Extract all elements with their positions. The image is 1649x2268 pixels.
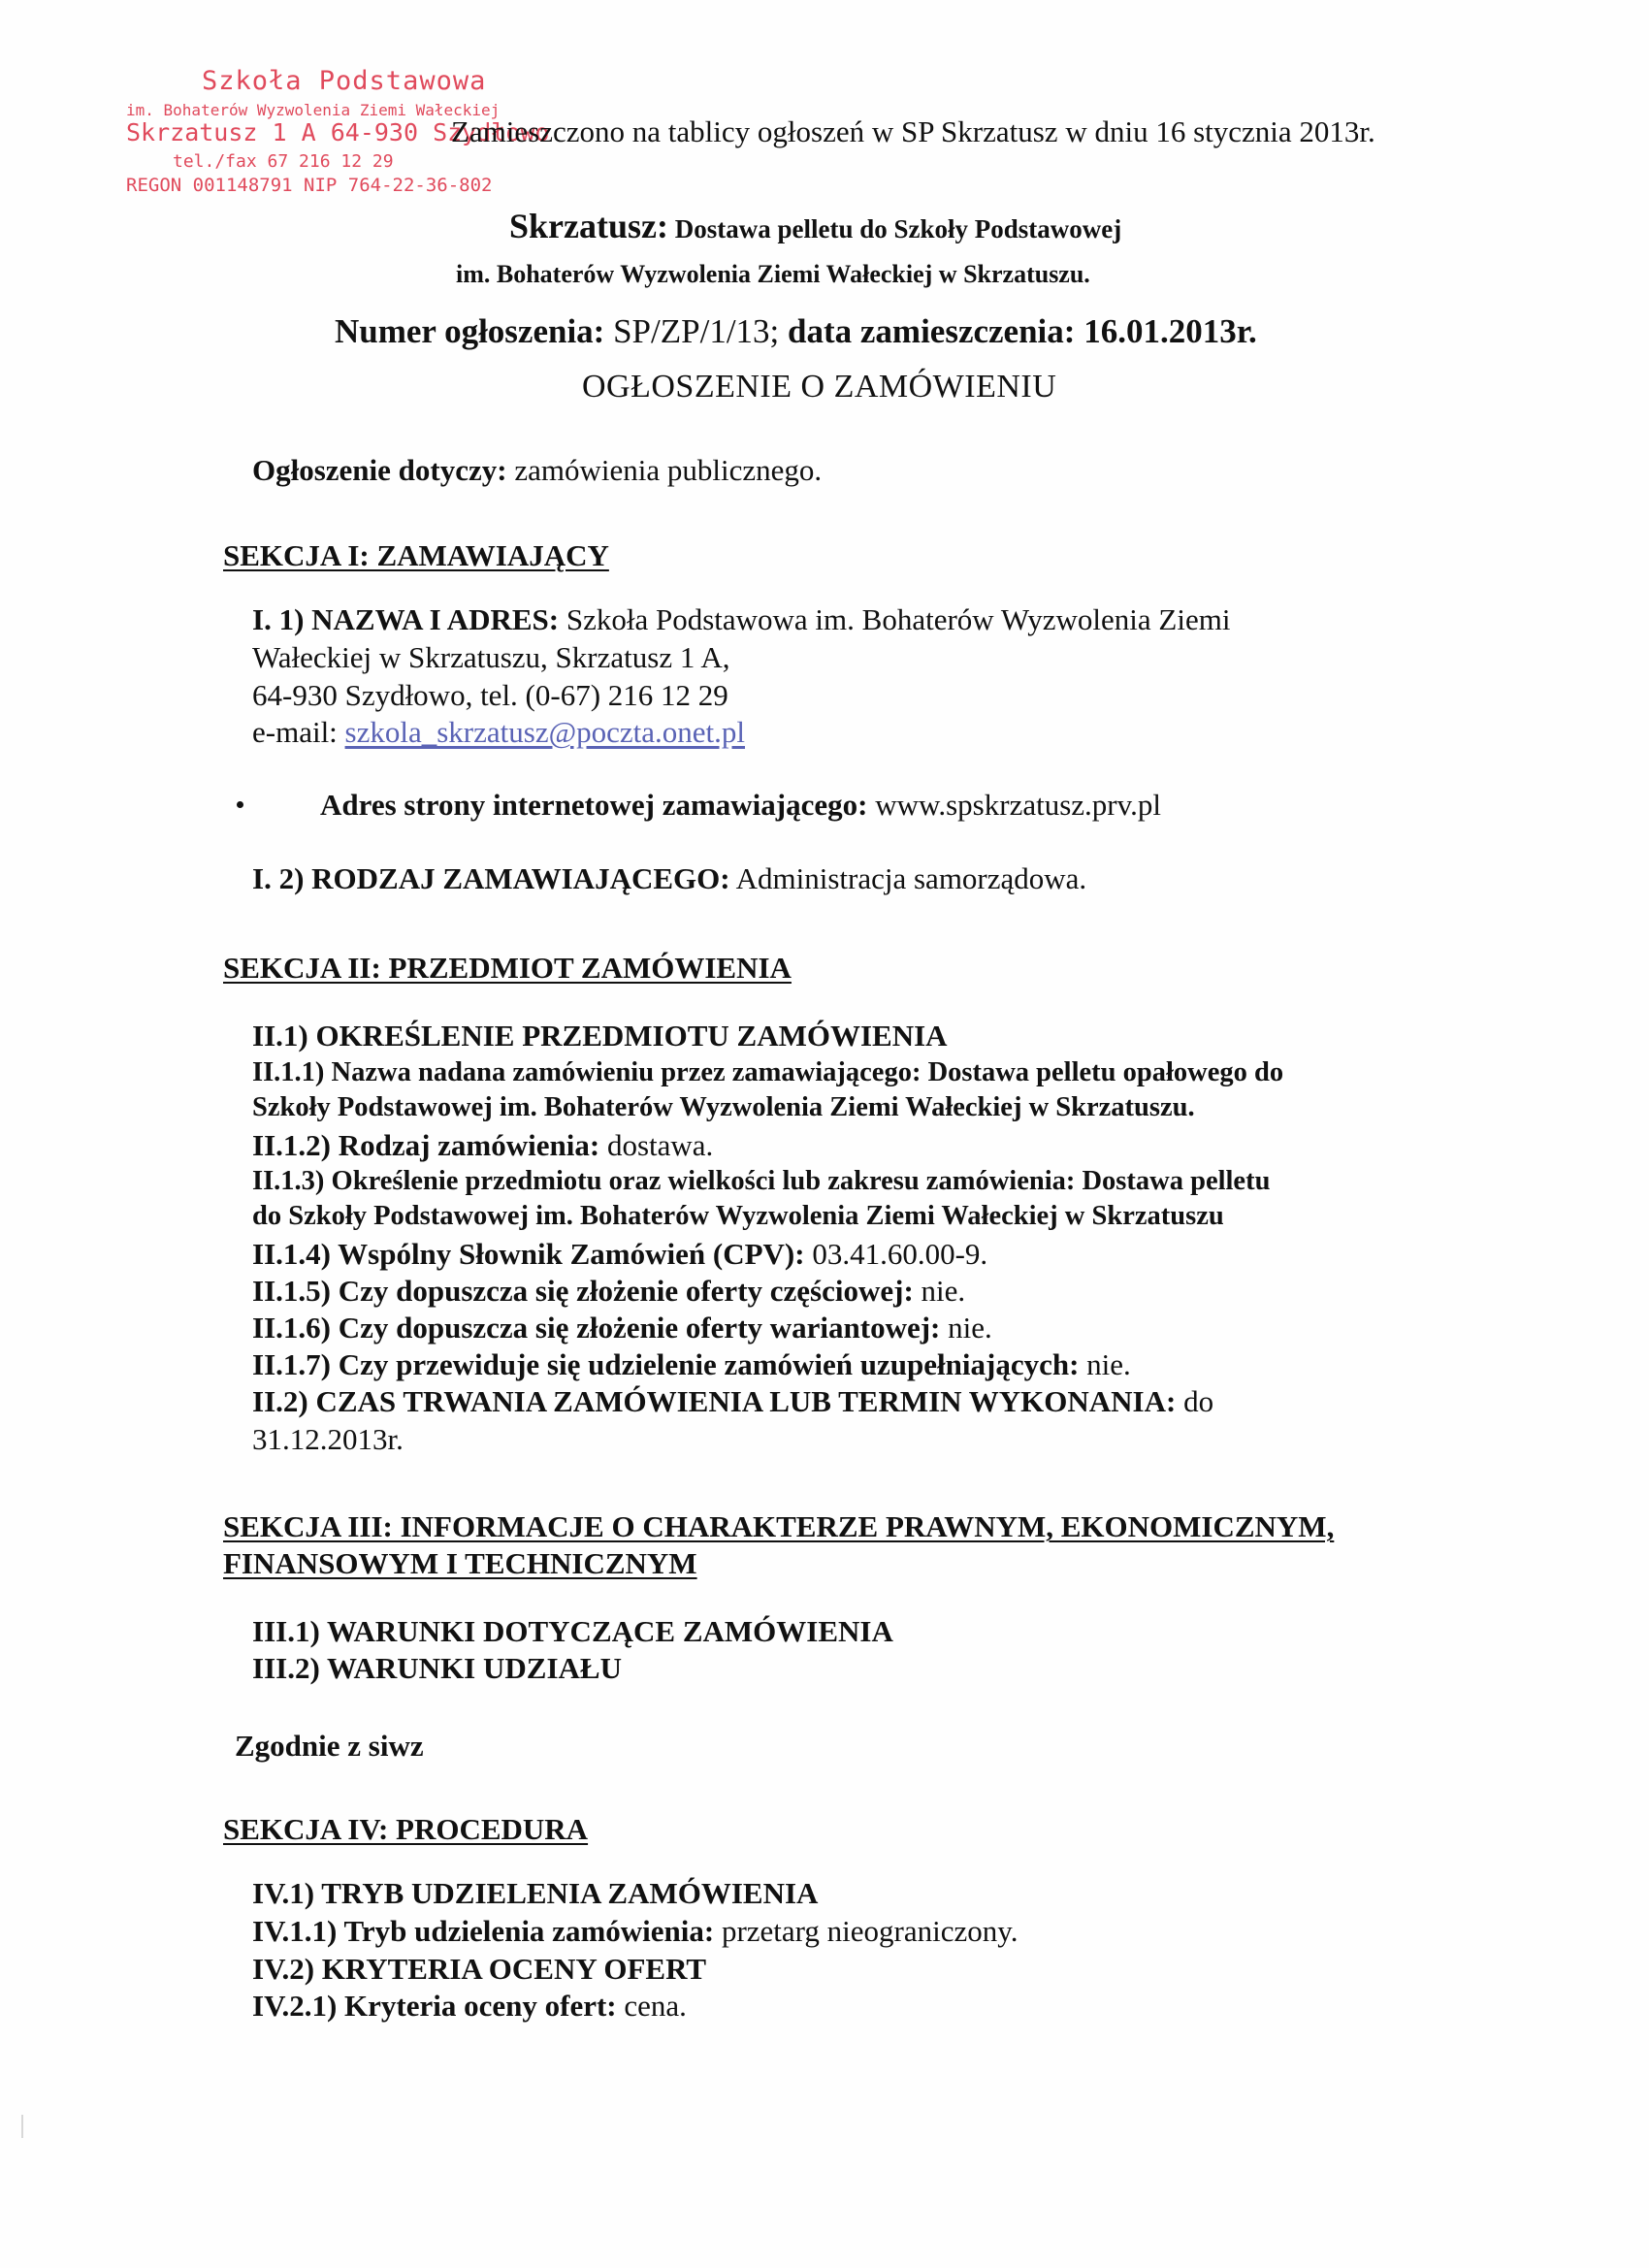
s2-line-10-label: II.1.7) Czy przewiduje się udzielenie zamówień uzupełniających: <box>252 1347 1080 1381</box>
s2-line-10-value: nie. <box>1086 1347 1131 1381</box>
s1-type-line <box>252 861 1086 896</box>
s4-line-2-value: przetarg nieograniczony. <box>721 1914 1018 1948</box>
number-value: SP/ZP/1/13; <box>613 312 780 350</box>
concerns-value: zamówienia publicznego. <box>514 453 823 487</box>
notice-number-line <box>335 312 1257 351</box>
s1-website-value: www.spskrzatusz.prv.pl <box>875 788 1161 822</box>
s1-type-value: Administracja samorządowa. <box>735 861 1087 895</box>
email-link[interactable]: szkola_skrzatusz@poczta.onet.pl <box>344 715 746 749</box>
title-city: Skrzatusz: <box>509 207 668 245</box>
s2-line-8-value: nie. <box>921 1274 966 1308</box>
s3-note: Zgodnie z siwz <box>235 1729 424 1763</box>
title-text: Dostawa pelletu do Szkoły Podstawowej <box>674 214 1122 243</box>
s4-line-4-label: IV.2.1) Kryteria oceny ofert: <box>252 1989 617 2023</box>
s2-line-11 <box>252 1384 1213 1419</box>
s2-line-3: Szkoły Podstawowej im. Bohaterów Wyzwolenia Ziemi Wałeckiej w Skrzatuszu. <box>252 1092 1195 1122</box>
s2-line-1: II.1) OKREŚLENIE PRZEDMIOTU ZAMÓWIENIA <box>252 1019 948 1053</box>
notice-title: OGŁOSZENIE O ZAMÓWIENIU <box>582 369 1057 405</box>
document-subtitle: im. Bohaterów Wyzwolenia Ziemi Wałeckiej w Skrzatuszu. <box>456 260 1090 288</box>
stamp-line-4: tel./fax 67 216 12 29 <box>173 151 394 172</box>
s2-line-11-value: do <box>1183 1384 1214 1418</box>
section-4-heading: SEKCJA IV: PROCEDURA <box>223 1812 589 1846</box>
s1-address-line-3: 64-930 Szydłowo, tel. (0-67) 216 12 29 <box>252 678 728 712</box>
s2-line-5: II.1.3) Określenie przedmiotu oraz wielkości lub zakresu zamówienia: Dostawa pelletu <box>252 1166 1271 1196</box>
s1-address-line-2: Wałeckiej w Skrzatuszu, Skrzatusz 1 A, <box>252 640 730 674</box>
s1-website-label: Adres strony internetowej zamawiającego: <box>320 788 868 822</box>
s3-line-1: III.1) WARUNKI DOTYCZĄCE ZAMÓWIENIA <box>252 1614 893 1648</box>
s2-line-12: 31.12.2013r. <box>252 1422 404 1456</box>
s3-line-2: III.2) WARUNKI UDZIAŁU <box>252 1651 622 1685</box>
stamp-line-1: Szkoła Podstawowa <box>202 66 487 96</box>
s1-name-label: I. 1) NAZWA I ADRES: <box>252 602 560 636</box>
s2-line-7-value: 03.41.60.00-9. <box>812 1237 988 1271</box>
s2-line-8-label: II.1.5) Czy dopuszcza się złożenie oferty częściowej: <box>252 1274 914 1308</box>
s1-name-line <box>252 602 1230 637</box>
s4-line-4 <box>252 1989 687 2024</box>
stamp-line-3: Skrzatusz 1 A 64-930 Szydłowo <box>126 118 550 146</box>
section-1-heading: SEKCJA I: ZAMAWIAJĄCY <box>223 538 609 572</box>
stamp-line-2: im. Bohaterów Wyzwolenia Ziemi Wałeckiej <box>126 101 501 119</box>
section-3-heading-line-1: SEKCJA III: INFORMACJE O CHARAKTERZE PRAWNYM, EKONOMICZNYM, <box>223 1509 1335 1543</box>
s2-line-4-label: II.1.2) Rodzaj zamówienia: <box>252 1128 600 1162</box>
date-label: data zamieszczenia: 16.01.2013r. <box>788 312 1257 350</box>
s4-line-3: IV.2) KRYTERIA OCENY OFERT <box>252 1952 707 1986</box>
section-2-heading: SEKCJA II: PRZEDMIOT ZAMÓWIENIA <box>223 951 792 985</box>
s1-name-value: Szkoła Podstawowa im. Bohaterów Wyzwolenia Ziemi <box>566 602 1231 636</box>
s4-line-2 <box>252 1914 1018 1949</box>
s2-line-9 <box>252 1311 992 1345</box>
s2-line-6: do Szkoły Podstawowej im. Bohaterów Wyzwolenia Ziemi Wałeckiej w Skrzatuszu <box>252 1201 1224 1231</box>
s1-email-line <box>252 715 745 750</box>
s2-line-9-label: II.1.6) Czy dopuszcza się złożenie oferty wariantowej: <box>252 1311 941 1345</box>
s2-line-4-value: dostawa. <box>606 1128 714 1162</box>
s2-line-7-label: II.1.4) Wspólny Słownik Zamówień (CPV): <box>252 1237 805 1271</box>
s2-line-9-value: nie. <box>948 1311 992 1345</box>
section-3-heading-line-2: FINANSOWYM I TECHNICZNYM <box>223 1546 697 1580</box>
s2-line-4 <box>252 1128 713 1163</box>
concerns-line <box>252 453 822 488</box>
concerns-label: Ogłoszenie dotyczy: <box>252 453 507 487</box>
bullet-icon <box>237 801 243 808</box>
s1-email-label: e-mail: <box>252 715 338 749</box>
s1-website-line <box>320 788 1161 823</box>
s2-line-2: II.1.1) Nazwa nadana zamówieniu przez zamawiającego: Dostawa pelletu opałowego do <box>252 1057 1284 1087</box>
s2-line-8 <box>252 1274 965 1309</box>
s4-line-2-label: IV.1.1) Tryb udzielenia zamówienia: <box>252 1914 715 1948</box>
s2-line-11-label: II.2) CZAS TRWANIA ZAMÓWIENIA LUB TERMIN WYKONANIA: <box>252 1384 1177 1418</box>
document-title <box>509 206 1121 246</box>
posted-note: Zamieszczono na tablicy ogłoszeń w SP Skrzatusz w dniu 16 stycznia 2013r. <box>451 114 1375 148</box>
stamp-line-5: REGON 001148791 NIP 764-22-36-802 <box>126 175 493 196</box>
s2-line-7 <box>252 1237 987 1272</box>
s4-line-1: IV.1) TRYB UDZIELENIA ZAMÓWIENIA <box>252 1876 819 1910</box>
s2-line-10 <box>252 1347 1131 1382</box>
scan-artifact <box>21 2115 23 2138</box>
s4-line-4-value: cena. <box>624 1989 687 2023</box>
number-label: Numer ogłoszenia: <box>335 312 605 350</box>
s1-type-label: I. 2) RODZAJ ZAMAWIAJĄCEGO: <box>252 861 730 895</box>
